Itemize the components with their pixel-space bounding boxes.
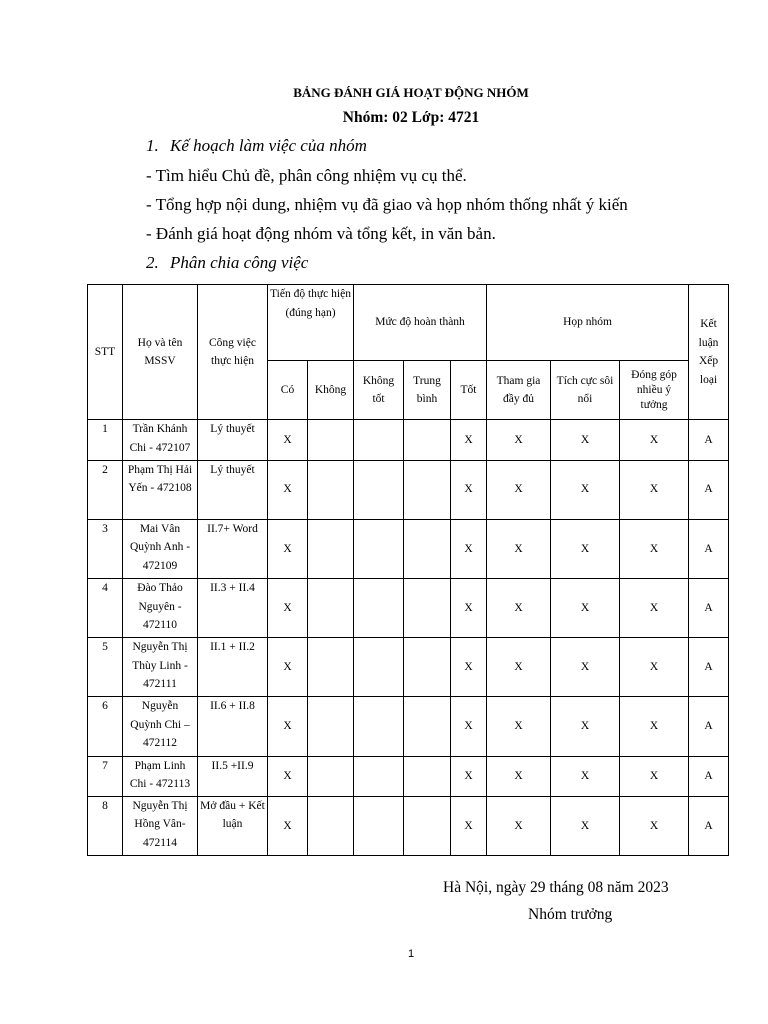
cell-xep-loai: A	[689, 796, 729, 855]
table-row	[88, 579, 729, 638]
header-khong-tot: Không tốt	[354, 361, 404, 420]
document-title: BẢNG ĐÁNH GIÁ HOẠT ĐỘNG NHÓM	[293, 85, 529, 100]
cell-tot: X	[451, 697, 487, 756]
cell-khong-tot	[354, 460, 404, 519]
plan-item-2: - Tổng hợp nội dung, nhiệm vụ đã giao và họp nhóm thống nhất ý kiến	[146, 195, 628, 214]
section-2-heading	[146, 253, 308, 273]
header-row-1	[88, 285, 729, 361]
cell-dong-gop: X	[620, 519, 689, 578]
cell-co: X	[268, 796, 308, 855]
cell-khong	[308, 638, 354, 697]
cell-khong	[308, 420, 354, 460]
work-division-table	[87, 284, 729, 856]
cell-co: X	[268, 519, 308, 578]
table-row	[88, 460, 729, 519]
section-1-heading	[146, 136, 367, 156]
cell-tich-cuc: X	[551, 638, 620, 697]
cell-name: Mai Vân Quỳnh Anh - 472109	[123, 519, 198, 578]
cell-khong	[308, 697, 354, 756]
cell-dong-gop: X	[620, 697, 689, 756]
cell-dong-gop: X	[620, 460, 689, 519]
cell-khong-tot	[354, 796, 404, 855]
cell-khong-tot	[354, 638, 404, 697]
cell-co: X	[268, 697, 308, 756]
cell-tot: X	[451, 756, 487, 796]
cell-trung-binh	[404, 697, 451, 756]
cell-trung-binh	[404, 519, 451, 578]
cell-tham-gia: X	[487, 460, 551, 519]
cell-dong-gop: X	[620, 638, 689, 697]
cell-stt: 3	[88, 519, 123, 578]
cell-co: X	[268, 420, 308, 460]
cell-tot: X	[451, 519, 487, 578]
cell-co: X	[268, 638, 308, 697]
cell-tot: X	[451, 638, 487, 697]
cell-task: Lý thuyết	[198, 460, 268, 519]
cell-xep-loai: A	[689, 756, 729, 796]
cell-dong-gop: X	[620, 756, 689, 796]
group-class-subtitle: Nhóm: 02 Lớp: 4721	[342, 109, 480, 126]
table-body	[88, 420, 729, 856]
header-stt: STT	[88, 285, 123, 420]
cell-dong-gop: X	[620, 579, 689, 638]
header-tich-cuc: Tích cực sôi nổi	[551, 361, 620, 420]
cell-stt: 5	[88, 638, 123, 697]
cell-tich-cuc: X	[551, 756, 620, 796]
cell-khong-tot	[354, 519, 404, 578]
header-completion: Mức độ hoàn thành	[354, 285, 487, 361]
cell-khong-tot	[354, 756, 404, 796]
cell-task: II.7+ Word	[198, 519, 268, 578]
cell-task: Lý thuyết	[198, 420, 268, 460]
cell-tot: X	[451, 796, 487, 855]
cell-stt: 4	[88, 579, 123, 638]
cell-tham-gia: X	[487, 756, 551, 796]
cell-xep-loai: A	[689, 460, 729, 519]
header-conclusion: Kết luận Xếp loại	[689, 285, 729, 420]
section-1-number: 1.	[146, 136, 159, 155]
header-trung-binh: Trung bình	[404, 361, 451, 420]
cell-xep-loai: A	[689, 638, 729, 697]
cell-khong	[308, 460, 354, 519]
cell-stt: 1	[88, 420, 123, 460]
cell-khong	[308, 796, 354, 855]
cell-trung-binh	[404, 420, 451, 460]
cell-xep-loai: A	[689, 420, 729, 460]
cell-task: II.6 + II.8	[198, 697, 268, 756]
table-row	[88, 697, 729, 756]
cell-name: Phạm Linh Chi - 472113	[123, 756, 198, 796]
table-row	[88, 519, 729, 578]
cell-khong-tot	[354, 420, 404, 460]
footer-date: Hà Nội, ngày 29 tháng 08 năm 2023	[443, 879, 669, 896]
cell-co: X	[268, 460, 308, 519]
cell-trung-binh	[404, 579, 451, 638]
cell-tich-cuc: X	[551, 519, 620, 578]
header-task: Công việc thực hiện	[198, 285, 268, 420]
cell-tham-gia: X	[487, 579, 551, 638]
cell-xep-loai: A	[689, 579, 729, 638]
table-row	[88, 420, 729, 460]
cell-trung-binh	[404, 796, 451, 855]
cell-khong	[308, 519, 354, 578]
cell-name: Đào Thảo Nguyên - 472110	[123, 579, 198, 638]
table-row	[88, 756, 729, 796]
cell-tot: X	[451, 420, 487, 460]
cell-task: II.3 + II.4	[198, 579, 268, 638]
cell-tich-cuc: X	[551, 796, 620, 855]
cell-co: X	[268, 756, 308, 796]
cell-tich-cuc: X	[551, 697, 620, 756]
cell-xep-loai: A	[689, 697, 729, 756]
header-co: Có	[268, 361, 308, 420]
table-row	[88, 796, 729, 855]
cell-name: Trần Khánh Chi - 472107	[123, 420, 198, 460]
cell-tot: X	[451, 579, 487, 638]
cell-tich-cuc: X	[551, 420, 620, 460]
cell-tham-gia: X	[487, 420, 551, 460]
cell-khong-tot	[354, 579, 404, 638]
cell-tham-gia: X	[487, 796, 551, 855]
cell-tham-gia: X	[487, 697, 551, 756]
table-header	[88, 285, 729, 420]
header-meeting: Họp nhóm	[487, 285, 689, 361]
cell-xep-loai: A	[689, 519, 729, 578]
cell-stt: 7	[88, 756, 123, 796]
cell-task: II.5 +II.9	[198, 756, 268, 796]
cell-stt: 6	[88, 697, 123, 756]
cell-khong-tot	[354, 697, 404, 756]
cell-name: Nguyễn Thị Thùy Linh - 472111	[123, 638, 198, 697]
table-row	[88, 638, 729, 697]
cell-task: II.1 + II.2	[198, 638, 268, 697]
page-number: 1	[407, 948, 415, 960]
cell-tham-gia: X	[487, 519, 551, 578]
header-tot: Tốt	[451, 361, 487, 420]
header-khong: Không	[308, 361, 354, 420]
cell-tot: X	[451, 460, 487, 519]
cell-trung-binh	[404, 638, 451, 697]
cell-trung-binh	[404, 460, 451, 519]
cell-co: X	[268, 579, 308, 638]
cell-tich-cuc: X	[551, 460, 620, 519]
cell-name: Nguyễn Thị Hồng Vân- 472114	[123, 796, 198, 855]
section-2-title: Phân chia công việc	[170, 253, 309, 272]
cell-khong	[308, 579, 354, 638]
cell-khong	[308, 756, 354, 796]
cell-name: Phạm Thị Hải Yến - 472108	[123, 460, 198, 519]
cell-task: Mở đầu + Kết luận	[198, 796, 268, 855]
cell-name: Nguyễn Quỳnh Chi – 472112	[123, 697, 198, 756]
header-name: Họ và tên MSSV	[123, 285, 198, 420]
cell-stt: 2	[88, 460, 123, 519]
cell-tich-cuc: X	[551, 579, 620, 638]
header-tham-gia: Tham gia đầy đủ	[487, 361, 551, 420]
cell-dong-gop: X	[620, 796, 689, 855]
cell-stt: 8	[88, 796, 123, 855]
cell-tham-gia: X	[487, 638, 551, 697]
section-1-title: Kế hoạch làm việc của nhóm	[170, 136, 367, 155]
footer-signature-label: Nhóm trưởng	[528, 906, 613, 923]
cell-dong-gop: X	[620, 420, 689, 460]
plan-item-1: - Tìm hiểu Chủ đề, phân công nhiệm vụ cụ thể.	[146, 166, 467, 185]
header-dong-gop: Đóng góp nhiều ý tưởng	[620, 361, 689, 420]
cell-trung-binh	[404, 756, 451, 796]
plan-item-3: - Đánh giá hoạt động nhóm và tổng kết, in văn bản.	[146, 224, 496, 243]
section-2-number: 2.	[146, 253, 159, 272]
header-progress: Tiến độ thực hiện (đúng hạn)	[268, 285, 354, 361]
